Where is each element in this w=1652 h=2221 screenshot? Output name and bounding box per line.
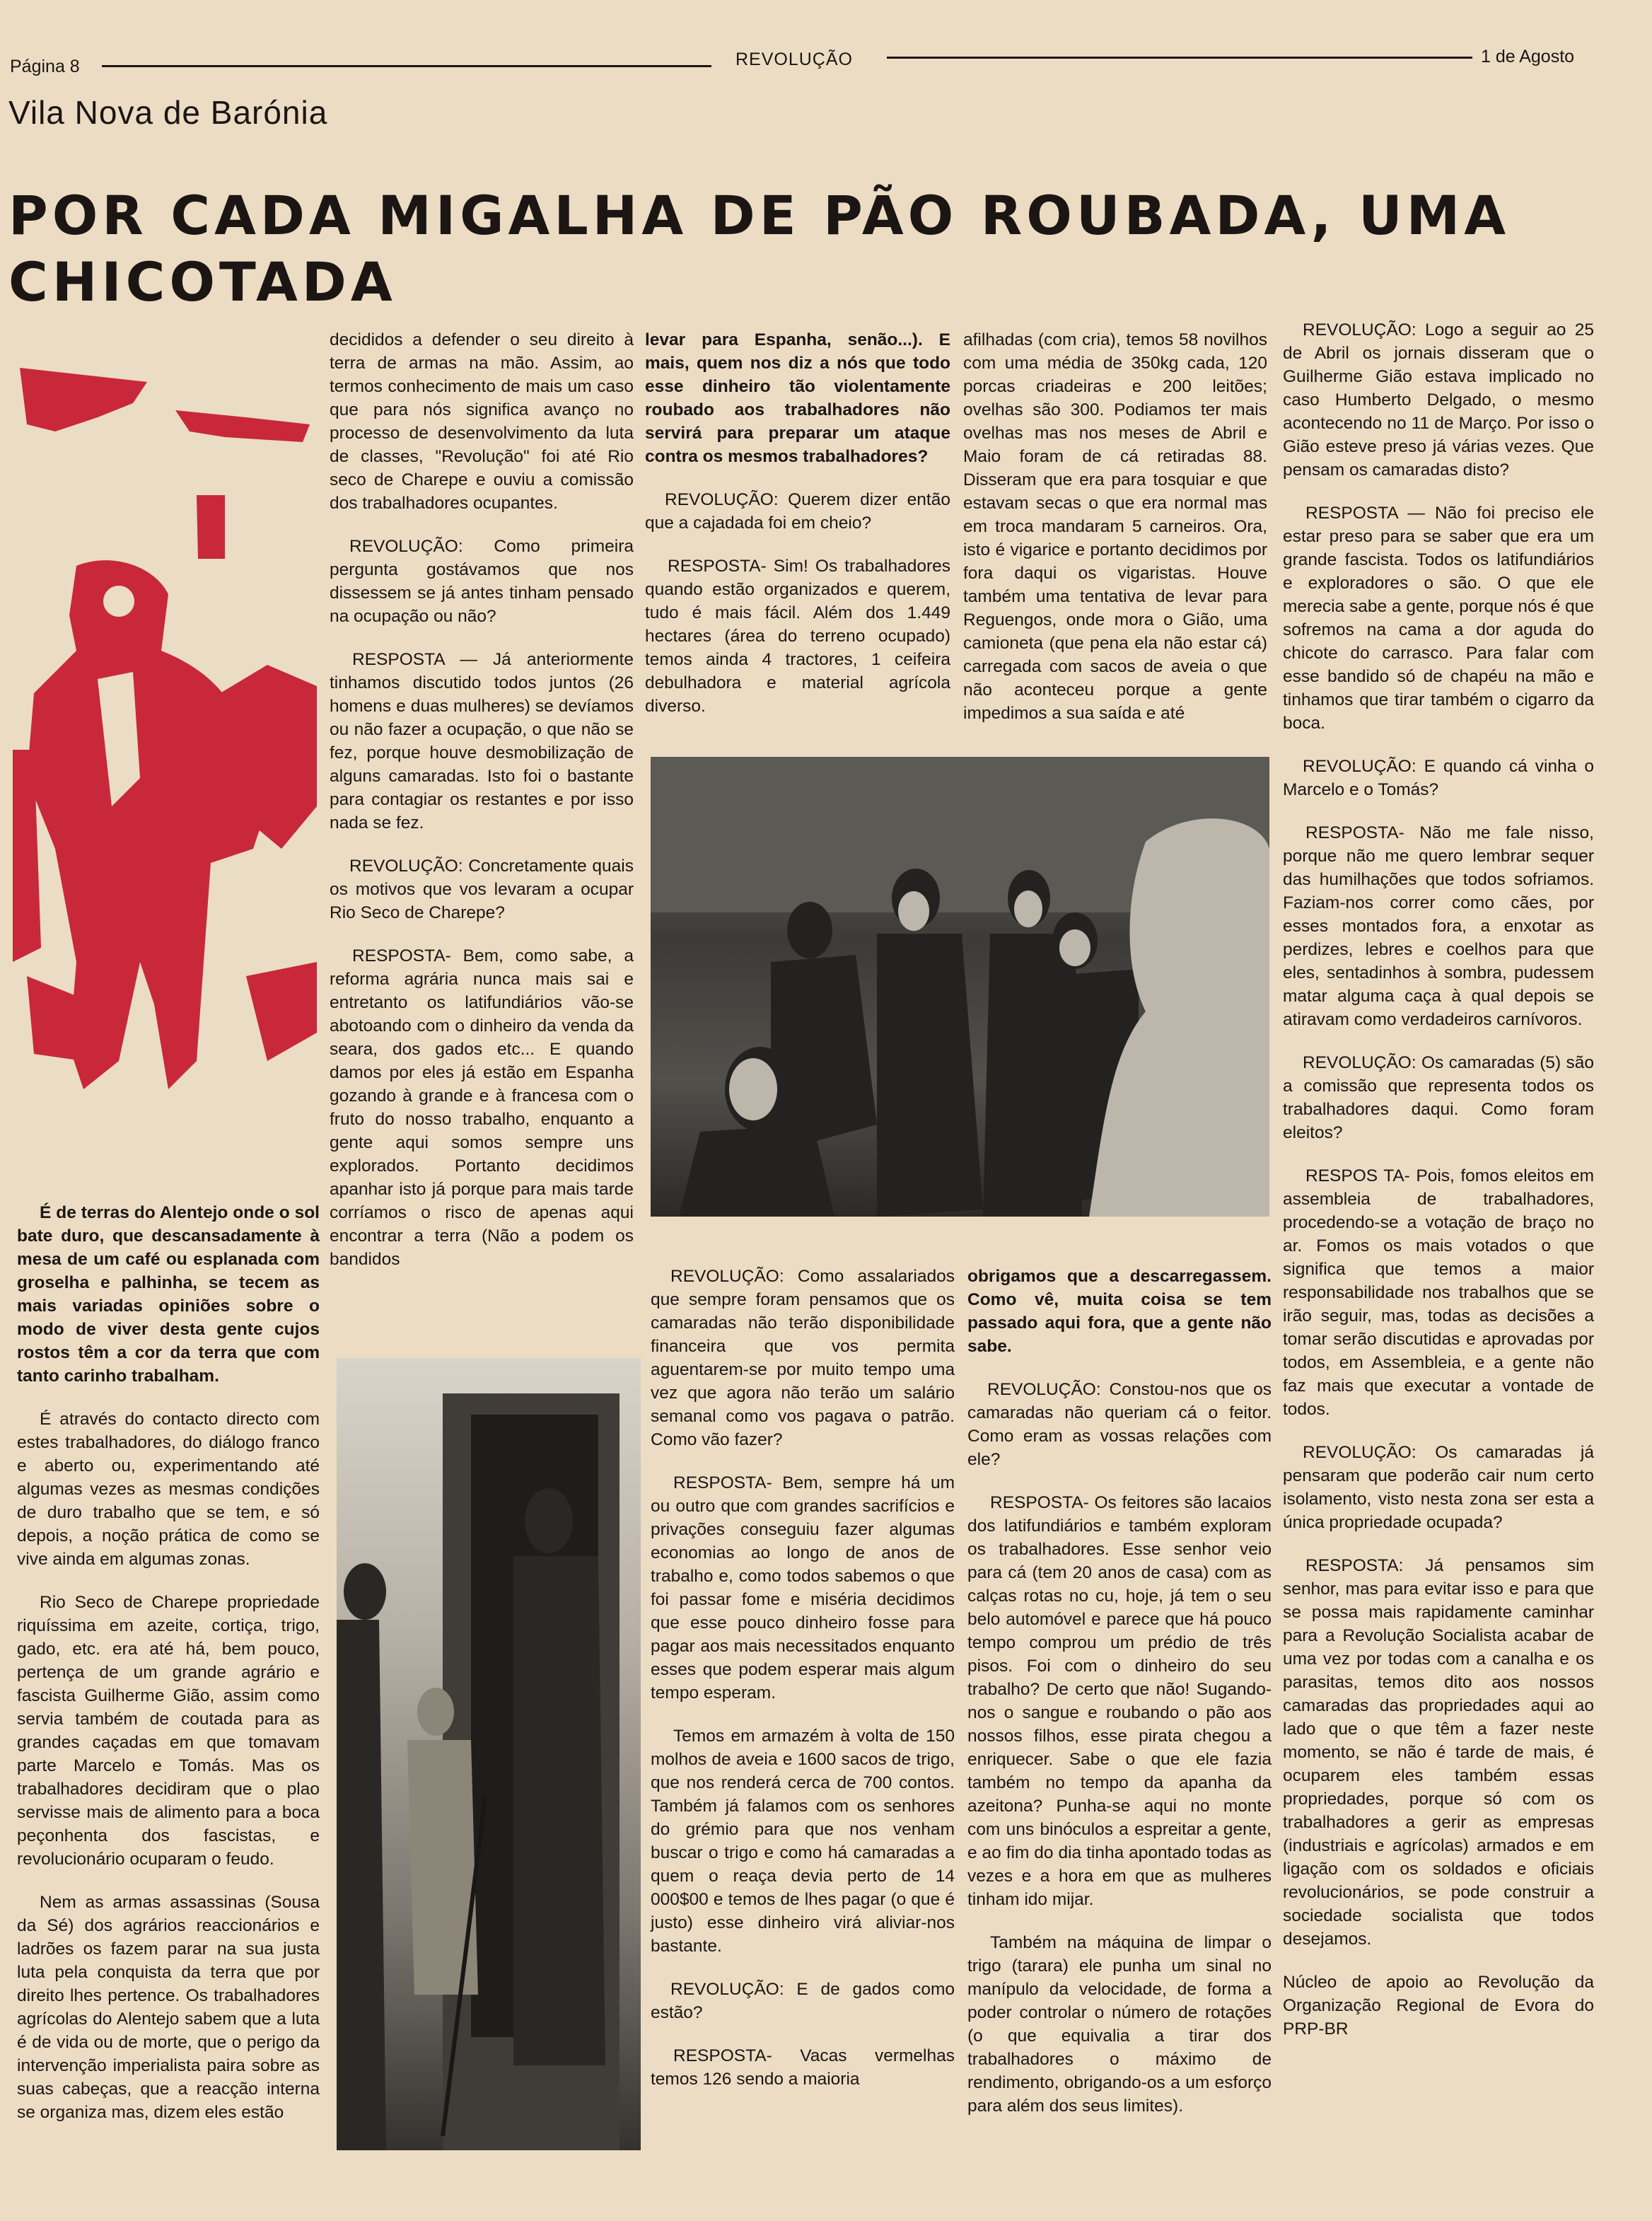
col4b-question: REVOLUÇÃO: Constou-nos que os camaradas não queriam cá o feitor. Como eram as vossas relações com ele? — [967, 1380, 1272, 1469]
column-4-bottom — [967, 1265, 1272, 2138]
col3b-answer: RESPOSTA- Vacas vermelhas temos 126 sendo a maioria — [651, 2046, 955, 2089]
col5-answer: RESPOS TA- Pois, fomos eleitos em assembleia de trabalhadores, procedendo-se a votação de braço no ar. Fomos os mais votados o que significa que temos a maior responsabilidade nos trabalhos que se irão seguir, mas, todas as decisões a tomar serão discutidas e aprovadas por todos, em Assembleia, e a gente não faz mais que executar a vontade de todos. — [1283, 1166, 1594, 1419]
col2-answer: RESPOSTA- Bem, como sabe, a reforma agrária nunca mais sai e entretanto os latifundiários vão-se abotoando com o dinheiro da venda da seara, dos gados etc... E quando damos por eles já estão em Espanha gozando à grande e à francesa com o fruto do nosso trabalho, enquanto a gente aqui somos sempre uns explorados. Portanto decidimos apanhar isto já porque para mais tarde corríamos o risco de apenas aqui encontrar a terra (Não a podem os bandidos — [330, 946, 634, 1269]
col2-question: REVOLUÇÃO: Como primeira pergunta gostávamos que nos dissessem se já antes tinham pensado na ocupação ou não? — [330, 537, 634, 626]
col5-answer: RESPOSTA — Não foi preciso ele estar preso para se saber que era um grande fascista. Todos os latifundiários e exploradores o são. O que ele merecia sabe a gente, porque nós é que sofremos na cama a dor aguda do chicote do carrasco. Para falar com esse bandido só de chapéu na mão e tinhamos que tirar também o cigarro da boca. — [1283, 504, 1594, 733]
col4b-para: Também na máquina de limpar o trigo (tarara) ele punha um sinal no manípulo da velocidade, de forma a poder controlar o número de rotações (o que equivalia a tirar dos trabalhadores o máximo de rendimento, obrigando-os a um esforço para além dos seus limites). — [967, 1933, 1272, 2116]
col3b-question: REVOLUÇÃO: Como assalariados que sempre foram pensamos que os camaradas não terão disponibilidade financeira que vos permita aguentarem-se por muito tempo uma vez que agora não terão um salário semanal como vos pagava o patrão. Como vão fazer? — [651, 1267, 955, 1449]
col5-question: REVOLUÇÃO: E quando cá vinha o Marcelo e o Tomás? — [1283, 757, 1594, 799]
col3b-para: Temos em armazém à volta de 150 molhos de aveia e 1600 sacos de trigo, que nos renderá cerca de 700 contos. Também já falamos com os senhores do grémio para que nos venham buscar o trigo e como há camaradas a quem o reaça devia perto de 14 000$00 e temos de lhes pagar (o que é justo) esse dinheiro virá aliviar-nos bastante. — [651, 1727, 955, 1956]
column-5 — [1283, 318, 1594, 2060]
signature: Núcleo de apoio ao Revolução da Organização Regional de Evora do PRP-BR — [1283, 1973, 1594, 2039]
header-rule-left — [102, 65, 711, 67]
col4-para: afilhadas (com cria), temos 58 novilhos com uma média de 350kg cada, 120 porcas criadeiras e 200 leitões; ovelhas são 300. Podiamos ter mais ovelhas mas nos meses de Abril e Maio foram de cá retiradas 88. Disseram que era para tosquiar e que estavam secas o que era normal mas em troca mandaram 5 carneiros. Ora, isto é vigarice e portanto decidimos por fora daqui os vigaristas. Houve também uma tentativa de levar para Reguengos, onde mora o Gião, uma camioneta (que pena ela não estar cá) carregada com sacos de aveia o que não aconteceu porque a gente impedimos a sua saída e até — [963, 330, 1267, 723]
col5-question: REVOLUÇÃO: Logo a seguir ao 25 de Abril os jornais disseram que o Guilherme Gião estava implicado no caso Humberto Delgado, o mesmo acontecendo no 11 de Março. Por isso o Gião esteve preso já várias vezes. Que pensam os camaradas disto? — [1283, 320, 1594, 480]
group-photo-graphic — [651, 757, 1269, 1217]
header-rule-right — [887, 57, 1472, 59]
column-3-bottom — [651, 1265, 955, 2111]
col5-question: REVOLUÇÃO: Os camaradas (5) são a comissão que representa todos os trabalhadores daqui. Como foram eleitos? — [1283, 1053, 1594, 1142]
col3-para: levar para Espanha, senão...). E mais, quem nos diz a nós que todo esse dinheiro tão violentamente roubado aos trabalhadores não servirá para preparar um ataque contra os mesmos trabalhadores? — [645, 330, 950, 466]
col3-question: REVOLUÇÃO: Querem dizer então que a cajadada foi em cheio? — [645, 490, 950, 533]
workers-at-doorway-photo — [337, 1358, 641, 2150]
col1-para: Rio Seco de Charepe propriedade riquíssima em azeite, cortiça, trigo, gado, etc. era até há, bem pouco, pertença de um grande agrário e fascista Guilherme Gião, assim como servia também de coutada para as grandes caçadas em que tomavam parte Marcelo e Tomás. Mas os trabalhadores decidiram que o plao servisse mais de alimento para a boca peçonhenta dos fascistas, e revolucionário ocuparam o feudo. — [17, 1593, 320, 1869]
col2-answer: RESPOSTA — Já anteriormente tinhamos discutido todos juntos (26 homens e duas mulheres) se devíamos ou não fazer a ocupação, o que não se fez, porque houve desmobilização de alguns camaradas. Isto foi o bastante para contagiar os restantes e por isso nada se fez. — [330, 650, 634, 833]
col4b-answer: RESPOSTA- Os feitores são lacaios dos latifundiários e também exploram os trabalhadores. Esse senhor veio para cá (tem 20 anos de casa) com as calças rotas no cu, hoje, já tem o seu belo automóvel e parece que há pouco tempo comprou um prédio de três pisos. Foi com o dinheiro do seu trabalho? De certo que não! Sugando-nos o sangue e roubando o pão aos nossos filhos, esse pirata chegou a enriquecer. Sabe o que ele fazia também no tempo da apanha da azeitona? Punha-se aqui no monte com uns binóculos a espreitar a gente, e ao fim do dia tinha apontado todas as vezes e a hora em que as mulheres tinham ido mijar. — [967, 1493, 1272, 1909]
col1-para: Nem as armas assassinas (Sousa da Sé) dos agrários reaccionários e ladrões os fazem parar na sua justa luta pela conquista da terra que por direito lhes pertence. Os trabalhadores agrícolas do Alentejo sabem que a luta é de vida ou de morte, que o perigo da intervenção imperialista paira sobre as suas cabeças, que a reacção interna se organiza mas, dizem eles estão — [17, 1893, 320, 2122]
group-of-workers-photo — [651, 757, 1269, 1217]
column-1 — [17, 1201, 320, 2144]
col1-para: É de terras do Alentejo onde o sol bate duro, que descansadamente à mesa de um café ou esplanada com groselha e palhinha, se tecem as mais variadas opiniões sobre o modo de viver desta gente cujos rostos têm a cor da terra que com tanto carinho trabalham. — [17, 1203, 320, 1386]
col4b-para: obrigamos que a descarregassem. Como vê, muita coisa se tem passado aqui fora, que a gente não sabe. — [967, 1267, 1272, 1356]
col3b-question: REVOLUÇÃO: E de gados como estão? — [651, 1980, 955, 2022]
col3b-answer: RESPOSTA- Bem, sempre há um ou outro que com grandes sacrifícios e privações conseguiu fazer algumas economias ao longo de anos de trabalho e, como todos sabemos o que foi passar fome e miséria decidimos que esse pouco dinheiro fosse para pagar aos mais necessitados enquanto esses que podem esperar mais algum tempo esperam. — [651, 1473, 955, 1703]
col1-para: É através do contacto directo com estes trabalhadores, do diálogo franco e aberto ou, experimentando até algumas vezes as mesmas condições de duro trabalho que se tem, e só depois, a noção prática de como se vive ainda em algumas zonas. — [17, 1410, 320, 1569]
column-4-top — [963, 328, 1267, 745]
column-3-top — [645, 328, 950, 738]
issue-date: 1 de Agosto — [1481, 47, 1575, 66]
col5-answer: RESPOSTA: Já pensamos sim senhor, mas para evitar isso e para que se possa mais rapidamente caminhar para a Revolução Socialista acabar de uma vez por todas com a canalha e os parasitas, temos dito aos nossos camaradas das propriedades aqui ao lado que o que têm a fazer neste momento, se não é tarde de mais, é ocuparem eles também essas propriedades, porque só com os trabalhadores a gerir as empresas (industriais e agrícolas) armados e em ligação com os soldados e oficiais revolucionários, se pode construir a sociedade socialista que todos desejamos. — [1283, 1556, 1594, 1949]
col2-para: decididos a defender o seu direito à terra de armas na mão. Assim, ao termos conhecimento de mais um caso que para nós significa avanço no processo de desenvolvimento da luta de classes, "Revolução" foi até Rio seco de Charepe e ouviu a comissão dos trabalhadores ocupantes. — [330, 330, 634, 513]
page-header — [0, 47, 1652, 78]
col5-answer: RESPOSTA- Não me fale nisso, porque não me quero lembrar sequer das humilhações que todos sofriamos. Faziam-nos correr como cães, por esses montados fora, a enxotar as perdizes, lebres e coelhos para que eles, sentadinhos à sombra, pudessem matar alguma caça à qual depois se atiravam como verdadeiros carnívoros. — [1283, 823, 1594, 1029]
col2-question: REVOLUÇÃO: Concretamente quais os motivos que vos levaram a ocupar Rio Seco de Charepe? — [330, 857, 634, 922]
red-duotone-worker-photo — [13, 354, 318, 1110]
col5-question: REVOLUÇÃO: Os camaradas já pensaram que poderão cair num certo isolamento, visto nesta zona ser esta a única propriedade ocupada? — [1283, 1443, 1594, 1532]
page-number: Página 8 — [10, 57, 80, 76]
col3-answer: RESPOSTA- Sim! Os trabalhadores quando estão organizados e querem, tudo é mais fácil. Além dos 1.449 hectares (área do terreno ocupado) temos ainda 4 tractores, 1 ceifeira debulhadora e material agrícola diverso. — [645, 557, 950, 716]
red-photo-graphic — [13, 354, 318, 1110]
column-2 — [330, 328, 634, 1291]
doorway-photo-graphic — [337, 1358, 641, 2150]
publication-name: REVOLUÇÃO — [735, 50, 853, 69]
location-kicker: Vila Nova de Barónia — [8, 94, 328, 131]
headline: POR CADA MIGALHA DE PÃO ROUBADA, UMA CHICOTADA — [8, 184, 1511, 313]
